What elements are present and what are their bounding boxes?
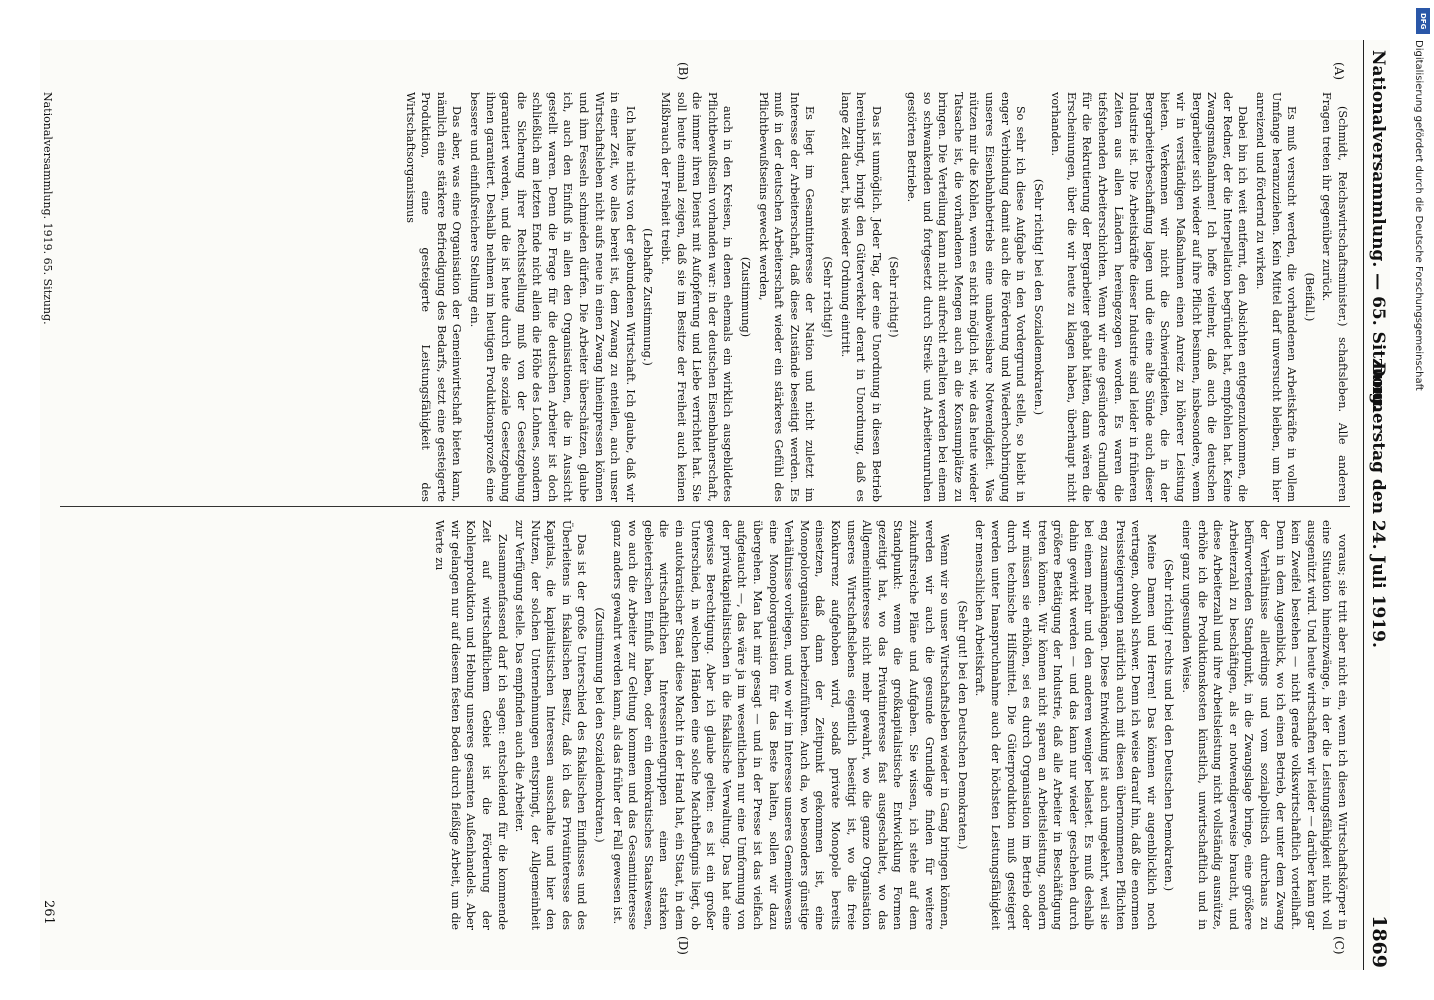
paragraph: Das ist unmöglich. Jeder Tag, der eine Unordnung in diesen Betrieb hereinbringt, bringt den Güterverkehr derart in Unordnung, daß es lange Zeit dauert, bis wieder Ordnung eintritt. <box>838 92 883 502</box>
page-header <box>1363 40 1390 970</box>
header-date: Donnerstag den 24. Juli 1919. <box>1368 362 1388 648</box>
interjection: (Sehr gut! bei den Deutschen Demokraten.) <box>955 600 969 850</box>
interjection: (Lebhafte Zustimmung.) <box>641 228 655 366</box>
interjection: (Sehr richtig!) <box>887 256 901 338</box>
paragraph: Das ist der große Unterschied des fiskalischen Einflusses und des Überleitens in fiskalischen Besitz, daß ich das Privatinteresse des Kapitals, die kapitalistischen Interessen ausschalte und hier den Nutzen, der solchen Unternehmungen entspringt, der Allgemeinheit zur Verfügung stelle. Das empfinden auch die Arbeiter. <box>513 520 589 930</box>
paragraph: Wenn wir so unser Wirtschaftsleben wieder in Gang bringen können, werden wir auch die gesunde Grundlage finden für weitere zukunftsreiche Pläne und Aufgaben. Sie wissen, ich stehe auf dem Standpunkt: wenn die großkapitalistische Entwicklung Formen gezeitigt hat, wo das Privatinteresse fast ausgeschaltet, wo das Allgemeininteresse nicht mehr gewahrt, wo die ganze Organisation unseres Wirtschaftslebens eigentlich beseitigt ist, wo die freie Konkurrenz aufgehoben wird, sodaß private Monopole bereits einsetzen, daß dann der Zeitpunkt gekommen ist, eine Monopolorganisation herbeizuführen. Auch da, wo besonders günstige Verhältnisse vorliegen, und wo wir im Interesse unseres Gemeinwesens eine Monopolorganisation für das Beste halten, sollen wir dazu übergehen. Man hat mir gesagt — und in der Presse ist das vielfach aufgetaucht —, das wäre ja im wesentlichen nur eine Umformung von der privatkapitalistischen in die fiskalische Verwaltung. Das hat eine gewisse Berechtigung. Aber ich glaube gelten: es ist ein großer Unterschied, in welchen Händen eine solche Machtbefugnis liegt, ob ein autokratischer Staat diese Macht in der Hand hat, ein Staat, in dem die wirtschaftlichen Interessentengruppen einen starken gebieterischen Einfluß haben, oder ein demokratisches Staatswesen, wo auch die Arbeiter zur Geltung kommen und das Gesamtinteresse ganz anders gewahrt werden kann, als das früher der Fall gewesen ist. <box>610 520 952 930</box>
right-text-column <box>60 520 1350 930</box>
margin-mark-d: (D) <box>676 936 690 955</box>
header-assembly: Nationalversammlung. — 65. Sitzung. <box>1368 50 1388 411</box>
margin-mark-a: (A) <box>1332 62 1346 81</box>
interjection: (Sehr richtig! rechts und bei den Deutschen Demokraten.) <box>1162 558 1176 892</box>
interjection: (Zustimmung bei den Sozialdemokraten.) <box>593 607 607 843</box>
interjection: (Zustimmung) <box>739 256 753 338</box>
digitization-credit-text: Digitalisierung gefördert durch die Deutsche Forschungsgemeinschaft <box>1413 40 1424 391</box>
column-divider <box>60 506 1350 507</box>
paragraph: voraus; sie tritt aber nicht ein, wenn ich diesen Wirtschaftskörper in eine Situation hineinzwänge, in der die Leistungsfähigkeit nicht voll ausgenützt wird. Und heute wirtschaften wir leider — darüber kann gar kein Zweifel bestehen — nicht gerade volkswirtschaftlich vorteilhaft. Denn in dem Augenblick, wo ich einen Betrieb, der unter dem Zwang der Verhältnisse allerdings und vom sozialpolitisch durchaus zu befürwortenden Standpunkt, in die Zwangslage bringe, eine größere Arbeiterzahl zu beschäftigen, als er notwendigerweise braucht, und diese Arbeiterzahl und ihre Arbeitsleistung nicht vollständig ausnütze, erhöhe ich die Produktionskosten künstlich, unwirtschaftlich und in einer ganz ungesunden Weise. <box>1180 520 1349 930</box>
paragraph: (Schmidt, Reichswirtschaftsminister.) schaftsleben. Alle anderen Fragen treten ihr gegenüber zurück. <box>1320 92 1349 502</box>
dfg-logo: DFG <box>1416 8 1430 34</box>
paragraph: Es muß versucht werden, die vorhandenen Arbeitskräfte in vollem Umfange heranzuziehen. Kein Mittel darf unversucht bleiben, um hier anreizend und fördernd zu wirken. <box>1254 92 1299 502</box>
interjection: (Sehr richtig! bei den Sozialdemokraten.) <box>1031 178 1045 416</box>
paragraph: Meine Damen und Herren! Das können wir augenblicklich noch vertragen, obwohl schwer. Denn ich weise darauf hin, daß die enormen Preissteigerungen natürlich auch mit diesen übernommenen Pflichten eng zusammenhängen. Diese Entwicklung ist auch umgekehrt, weil sie bei einem mehr und den anderen weniger belastet. Es muß deshalb dahin gewirkt werden — und das kann nur wieder geschehen durch größere Betätigung der Industrie, daß alle Arbeiter in Beschäftigung treten können. Wir können nicht sparen an Arbeitsleistung, sondern wir müssen sie erhöhen, sei es durch Organisation im Betrieb oder durch technische Hilfsmittel. Die Güterproduktion muß gesteigert werden unter Inanspruchnahme auch der höchsten Leistungsfähigkeit der menschlichen Arbeitskraft. <box>973 520 1158 930</box>
paragraph: auch in den Kreisen, in denen ehemals ein wirklich ausgebildetes Pflichtbewußtsein vorhanden war: in der deutschen Eisenbahnerschaft, die immer ihren Dienst mit Aufopferung und Liebe verrichtet hat. Sie soll heute einmal zeigen, daß sie im Besitze der Freiheit auch keinen Mißbrauch der Freiheit treibt. <box>659 92 735 502</box>
header-page-number: 1869 <box>1368 915 1390 968</box>
interjection: (Sehr richtig!) <box>821 256 834 338</box>
digitization-credit <box>1404 40 1428 980</box>
margin-mark-b: (B) <box>676 62 690 81</box>
paragraph: Dabei bin ich weit entfernt, den Absichten entgegenzukommen, die der Redner, der die Interpellation begründet hat, empfohlen hat. Keine Zwangsmaßnahmen! Ich hoffe vielmehr, daß auch die deutschen Bergarbeiter sich wieder auf ihre Pflicht besinnen, insbesondere, wenn wir in verständigen Maßnahmen einen Anreiz zu höherer Leistung bieten. Verkennen wir nicht die Schwierigkeiten, die in der Bergarbeiterbeschaffung lagen und die eine alte Sünde auch dieser Industrie ist. Die Arbeitskräfte dieser Industrie sind leider in früheren Zeiten aus allen Ländern hereingezogen worden. Es waren die tiefstehenden Arbeiterschichten. Wenn wir eine gesündere Grundlage für die Rekrutierung der Bergarbeiter gehabt hätten, dann wären die Erscheinungen, über die wir heute zu klagen haben, überhaupt nicht vorhanden. <box>1049 92 1250 502</box>
footer-sheet-number: 261 <box>41 900 56 925</box>
rotated-page-content <box>40 40 1390 970</box>
margin-mark-c: (C) <box>1332 936 1346 955</box>
paragraph: Ich halte nichts von der gebundenen Wirtschaft. Ich glaube, daß wir in einer Zeit, wo alles bereit ist, dem Zwang zu enteilen, auch unser Wirtschaftsleben nicht aufs neue in einen Zwang hineinpressen können und ihm Fesseln schmieden dürfen. Die Arbeiter überschätzen, glaube ich, auch den Einfluß in allen den Organisationen, die in Aussicht gestellt waren. Denn die Frage für die deutschen Arbeiter ist doch schließlich am letzten Ende nicht allein die Höhe des Lohnes, sondern die Sicherung ihrer Rechtsstellung muß von der Gesetzgebung garantiert werden, und die ist heute durch die soziale Gesetzgebung ihnen garantiert. Deshalb nehmen im heutigen Produktionsprozeß eine bessere und einflußreichere Stellung ein. <box>467 92 637 502</box>
left-text-column <box>60 92 1350 502</box>
interjection: (Beifall.) <box>1302 272 1316 322</box>
paragraph: Zusammenfassend darf ich sagen: entscheidend für die kommende Zeit auf wirtschaftlichem Gebiet ist die Förderung der Kohlenproduktion und Hebung unseres gesamten Außenhandels. Aber wir gelangen nur auf diesem festen Boden durch fleißige Arbeit, um die Werte zu <box>433 520 509 930</box>
footer-session: Nationalversammlung. 1919. 65. Sitzung. <box>41 92 54 325</box>
paragraph: Das aber, was eine Organisation der Gemeinwirtschaft bieten kann, nämlich eine stärkere Befriedigung des Bedarfs, setzt eine gesteigerte Produktion, eine gesteigerte Leistungsfähigkeit des Wirtschaftsorganismus <box>403 92 464 502</box>
paragraph: So sehr ich diese Aufgabe in den Vordergrund stelle, so bleibt in enger Verbindung damit auch die Förderung und Wiederhochbringung unseres Eisenbahnbetriebs eine unabweisbare Notwendigkeit. Was nützen mir die Kohlen, wenn es nicht möglich ist, wie das heute wieder Tatsache ist, die vorhandenen Mengen auch an die Konsumplätze zu bringen. Die Verteilung kann nicht aufrecht erhalten werden bei einem so schwankenden und fortgesetzt durch Streik- und Arbeiterunruhen gestörten Betriebe. <box>904 92 1028 502</box>
paragraph: Es liegt im Gesamtinteresse der Nation und nicht zuletzt im Interesse der Arbeiterschaft, daß diese Zustände beseitigt werden. Es muß in der deutschen Arbeiterschaft wieder ein stärkeres Gefühl des Pflichtbewußtseins geweckt werden, <box>756 92 817 502</box>
